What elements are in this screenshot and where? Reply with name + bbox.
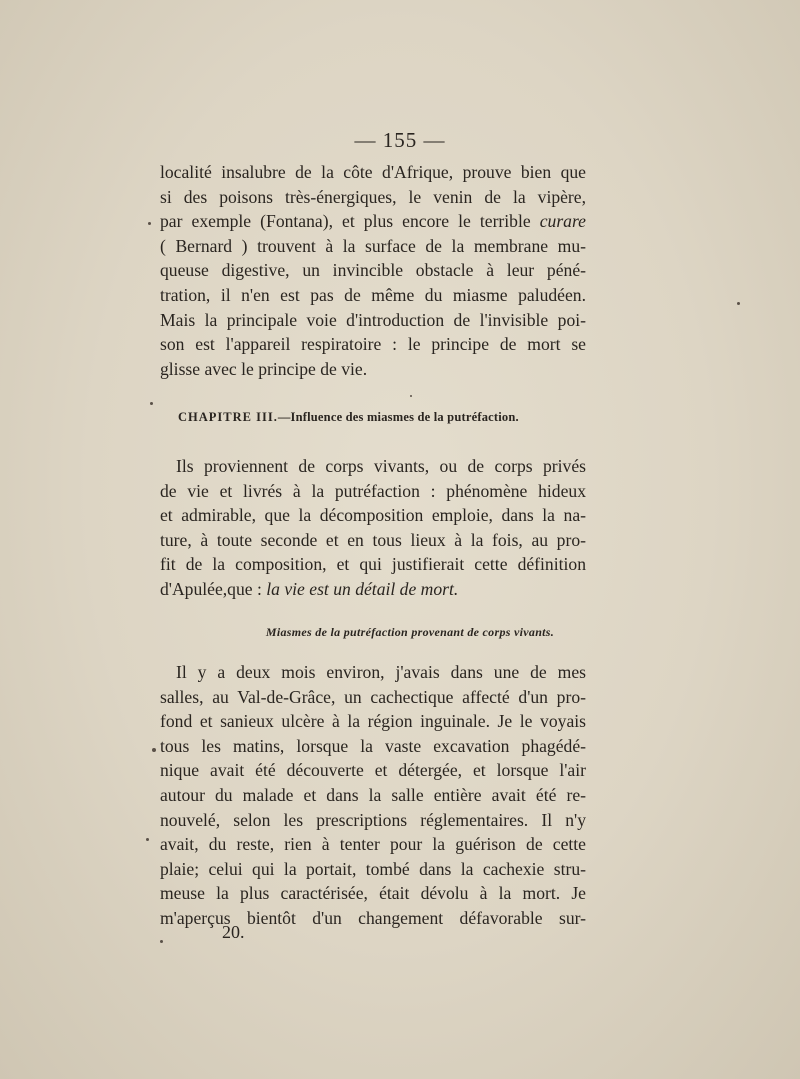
- paper-speck: [737, 302, 740, 305]
- text-line: de vie et livrés à la putréfaction : phénomène hideux: [160, 480, 586, 501]
- text-line: localité insalubre de la côte d'Afrique, prouve bien que: [160, 162, 586, 182]
- italic-word: curare: [539, 211, 586, 232]
- text-line: d'Apulée,que : la vie est un détail de mort.: [160, 578, 459, 599]
- chapter-title: —Influence des miasmes de la putréfaction.: [277, 410, 519, 424]
- text-line: queuse digestive, un invincible obstacle à leur péné-: [160, 260, 586, 281]
- text-line: fit de la composition, et qui justifierait cette définition: [160, 554, 586, 575]
- paper-speck: [152, 748, 156, 752]
- paper-speck: [160, 940, 163, 943]
- paper-speck: [410, 395, 412, 397]
- text-line: Il y a deux mois environ, j'avais dans une de mes: [176, 662, 586, 682]
- text-line: m'aperçus bientôt d'un changement défavorable sur-: [160, 907, 586, 928]
- text-line: et admirable, que la décomposition emploie, dans la na-: [160, 505, 586, 526]
- text-line: avait, du reste, rien à tenter pour la guérison de cette: [160, 834, 586, 855]
- text-line: par exemple (Fontana), et plus encore le terrible curare: [160, 211, 586, 232]
- text-line: meuse la plus caractérisée, était dévolu à la mort. Je: [160, 883, 586, 904]
- text-line: son est l'appareil respiratoire : le principe de mort se: [160, 334, 586, 355]
- chapter-label: CHAPITRE III.: [178, 410, 278, 424]
- chapter-heading: [178, 410, 519, 425]
- text-line: plaie; celui qui la portait, tombé dans la cachexie stru-: [160, 858, 586, 879]
- italic-quote: la vie est un détail de mort.: [266, 578, 459, 599]
- paper-speck: [148, 222, 151, 225]
- text-line: nouvelé, selon les prescriptions réglementaires. Il n'y: [160, 809, 586, 830]
- text-line: salles, au Val-de-Grâce, un cachectique affecté d'un pro-: [160, 686, 586, 707]
- paragraph-1: [160, 160, 586, 381]
- signature-mark: 20.: [222, 922, 245, 942]
- paper-speck: [150, 402, 153, 405]
- text-line: fond et sanieux ulcère à la région inguinale. Je le voyais: [160, 711, 586, 732]
- paragraph-3: [160, 660, 586, 931]
- text-line: ture, à toute seconde et en tous lieux à la fois, au pro-: [160, 529, 586, 550]
- text-line: si des poisons très-énergiques, le venin de la vipère,: [160, 186, 586, 207]
- section-subheading: Miasmes de la putréfaction provenant de corps vivants.: [265, 625, 555, 639]
- text-line: tous les matins, lorsque la vaste excavation phagédé-: [160, 735, 586, 756]
- paragraph-2: [160, 454, 586, 602]
- text-line: Ils proviennent de corps vivants, ou de corps privés: [176, 456, 586, 476]
- text-line: Mais la principale voie d'introduction de l'invisible poi-: [160, 309, 586, 330]
- text-line: ( Bernard ) trouvent à la surface de la membrane mu-: [160, 235, 586, 256]
- text-line: glisse avec le principe de vie.: [160, 358, 368, 379]
- text-line: tration, il n'en est pas de même du miasme paludéen.: [160, 284, 586, 305]
- text-line: nique avait été découverte et détergée, et lorsque l'air: [160, 760, 586, 781]
- text-line: autour du malade et dans la salle entière avait été re-: [160, 784, 586, 805]
- page-number: — 155 —: [354, 128, 446, 152]
- paper-speck: [146, 838, 149, 841]
